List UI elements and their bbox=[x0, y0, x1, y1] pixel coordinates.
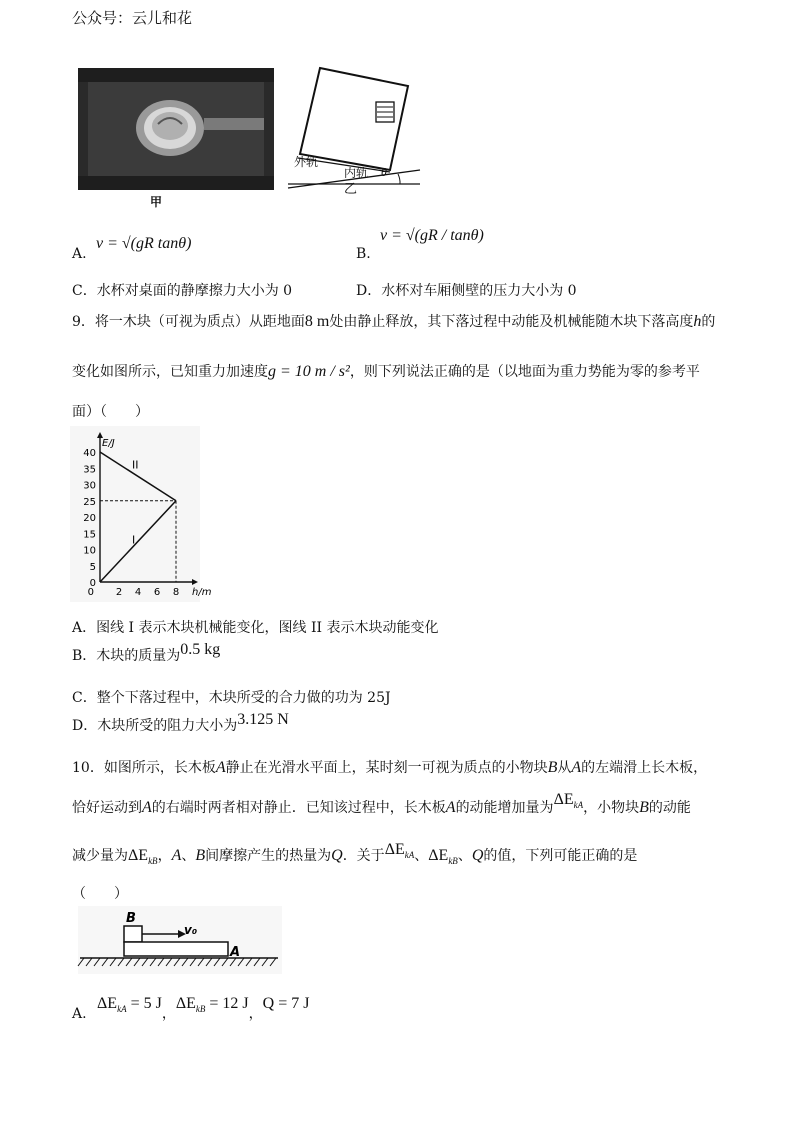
q10-text: 、 bbox=[414, 848, 429, 864]
q10-sym-A: A bbox=[445, 799, 456, 816]
q9-stem-part2: 处由静止释放，其下落过程中动能及机械能随木块下落高度 bbox=[329, 314, 694, 330]
q10-stem-line1 bbox=[72, 758, 707, 778]
y-tick-label: 35 bbox=[83, 464, 96, 476]
label-inner-rail: 内轨 bbox=[344, 166, 369, 180]
q10-text: 的左端滑上长木板， bbox=[581, 760, 708, 776]
q10-comma: ， bbox=[248, 1006, 263, 1022]
q10-comma: ， bbox=[161, 1006, 176, 1022]
q10-opt-val2: = 12 J bbox=[205, 995, 249, 1012]
x-tick-label: 6 bbox=[153, 587, 161, 598]
block-B bbox=[124, 926, 142, 942]
fig-label-v0: v₀ bbox=[184, 923, 198, 937]
y-tick-label: 40 bbox=[83, 448, 96, 459]
x-tick-label: 2 bbox=[115, 587, 123, 598]
x-tick-label: 8 bbox=[172, 587, 180, 598]
q10-text: 恰好运动到 bbox=[72, 800, 142, 816]
q10-text: 、 bbox=[457, 848, 472, 864]
x-tick-label: 4 bbox=[134, 587, 142, 598]
q10-delta-E: ΔE bbox=[384, 841, 405, 858]
q8-option-a-formula: v = √(gR tanθ) bbox=[96, 235, 192, 252]
q10-sym-A: A bbox=[215, 759, 226, 776]
q9-option-d bbox=[72, 711, 289, 736]
fig-label-B: B bbox=[126, 911, 136, 926]
q10-text: 的动能 bbox=[648, 800, 691, 816]
q10-sym-Q: Q bbox=[471, 847, 484, 864]
q10-sub-kA: kA bbox=[404, 850, 415, 861]
q10-text: 减少量为 bbox=[72, 848, 128, 864]
q10-text: ，小物块 bbox=[583, 800, 640, 816]
q9-stem-line2 bbox=[72, 362, 700, 382]
q10-sym-B: B bbox=[639, 799, 649, 816]
q10-sym-B: B bbox=[547, 759, 558, 776]
fig-label-A: A bbox=[230, 945, 241, 960]
q10-text: 的右端时两者相对静止．已知该过程中，长木板 bbox=[151, 800, 446, 816]
q9-option-b bbox=[72, 641, 221, 666]
y-tick-label: 10 bbox=[83, 545, 96, 557]
q9-g-value: g = 10 m / s² bbox=[268, 363, 350, 380]
watermark-text: 公众号：云儿和花 bbox=[72, 9, 193, 27]
q10-sub-kA: kA bbox=[573, 800, 584, 811]
label-theta: θ bbox=[381, 165, 387, 179]
q10-delta-E: ΔE bbox=[428, 847, 449, 864]
q8-option-b-formula: v = √(gR / tanθ) bbox=[380, 227, 484, 244]
q9-option-b-value: 0.5 kg bbox=[180, 641, 221, 658]
q10-opt-val3: Q = 7 J bbox=[262, 995, 310, 1012]
q9-stem-line2-b: ，则下列说法正确的是（以地面为重力势能为零的参考平 bbox=[349, 364, 700, 380]
q10-sym-A: A bbox=[171, 847, 182, 864]
figure-jia-photo bbox=[78, 68, 274, 190]
q8-option-c: C．水杯对桌面的静摩擦力大小为 0 bbox=[72, 283, 293, 299]
train-cup-photo bbox=[78, 68, 274, 190]
q9-option-c: C．整个下落过程中，木块所受的合力做的功为 25J bbox=[72, 690, 391, 706]
q9-h-symbol: h bbox=[693, 313, 702, 330]
q10-paren: （ ） bbox=[72, 886, 128, 902]
figure-yi-label: 乙 bbox=[344, 182, 358, 197]
q9-height-value: 8 m bbox=[304, 313, 330, 330]
y-axis-label: E/J bbox=[102, 438, 115, 449]
q9-stem-line1 bbox=[72, 312, 715, 332]
q9-option-d-value: 3.125 N bbox=[237, 711, 289, 728]
q9-stem-part3: 的 bbox=[701, 314, 716, 330]
q10-opt-delta-E: ΔE bbox=[175, 995, 196, 1012]
q10-text: 从 bbox=[557, 760, 572, 776]
q10-sym-A: A bbox=[571, 759, 582, 776]
q10-text: 10．如图所示，长木板 bbox=[72, 760, 216, 776]
q10-text: 静止在光滑水平面上，某时刻一可视为质点的小物块 bbox=[225, 760, 548, 776]
q10-text: 的值，下列可能正确的是 bbox=[483, 848, 638, 864]
q9-option-d-text: D．木块所受的阻力大小为 bbox=[72, 718, 238, 734]
y-tick-label: 25 bbox=[83, 496, 96, 508]
y-tick-label: 20 bbox=[83, 513, 96, 524]
q10-sub-kB: kB bbox=[448, 856, 458, 867]
q10-text: ．关于 bbox=[342, 848, 385, 864]
q10-board-diagram bbox=[78, 906, 282, 974]
q10-sym-B: B bbox=[195, 847, 206, 864]
series-label-2: II bbox=[132, 458, 139, 472]
q10-sub-kB: kB bbox=[148, 856, 158, 867]
origin-label: 0 bbox=[87, 587, 94, 598]
y-tick-label: 15 bbox=[83, 529, 96, 541]
y-tick-label: 30 bbox=[83, 480, 96, 492]
q10-opt-val1: = 5 J bbox=[126, 995, 162, 1012]
cup-icon bbox=[376, 102, 394, 122]
q10-opt-delta-E: ΔE bbox=[97, 995, 118, 1012]
q9-stem-part1: 9．将一木块（可视为质点）从距地面 bbox=[72, 314, 305, 330]
q9-stem-line2-a: 变化如图所示，已知重力加速度 bbox=[72, 364, 268, 380]
q10-text: ， bbox=[157, 848, 172, 864]
x-axis-label: h/m bbox=[192, 587, 212, 598]
q10-sym-A: A bbox=[142, 799, 152, 816]
board-A bbox=[124, 942, 228, 956]
q9-option-a: A．图线 I 表示木块机械能变化，图线 II 表示木块动能变化 bbox=[72, 620, 439, 636]
q10-sym-Q: Q bbox=[331, 847, 343, 864]
y-tick-label: 0 bbox=[89, 578, 96, 589]
q10-text: 的动能增加量为 bbox=[455, 800, 554, 816]
q9-energy-chart bbox=[70, 426, 212, 602]
q10-text: 间摩擦产生的热量为 bbox=[205, 848, 332, 864]
q10-option-a-letter: A. bbox=[72, 1006, 87, 1022]
label-outer-rail: 外轨 bbox=[294, 155, 319, 169]
q10-text: 、 bbox=[181, 848, 196, 864]
figure-jia-label: 甲 bbox=[150, 195, 163, 209]
q10-stem-line3 bbox=[72, 841, 638, 871]
q10-stem-line2 bbox=[72, 791, 691, 823]
q8-option-a-letter: A. bbox=[72, 246, 87, 262]
q9-option-b-text: B．木块的质量为 bbox=[72, 648, 181, 664]
q10-delta-E: ΔE bbox=[128, 847, 149, 864]
q9-stem-line3: 面）（ ） bbox=[72, 404, 149, 420]
q10-sub-kA: kA bbox=[117, 1004, 127, 1015]
q10-sub-kB: kB bbox=[195, 1004, 206, 1015]
q10-delta-E: ΔE bbox=[553, 791, 574, 808]
q8-option-d: D．水杯对车厢侧壁的压力大小为 0 bbox=[356, 283, 577, 299]
y-tick-label: 5 bbox=[89, 561, 96, 573]
series-label-1: I bbox=[132, 533, 136, 547]
q8-option-b-letter: B. bbox=[356, 246, 371, 262]
